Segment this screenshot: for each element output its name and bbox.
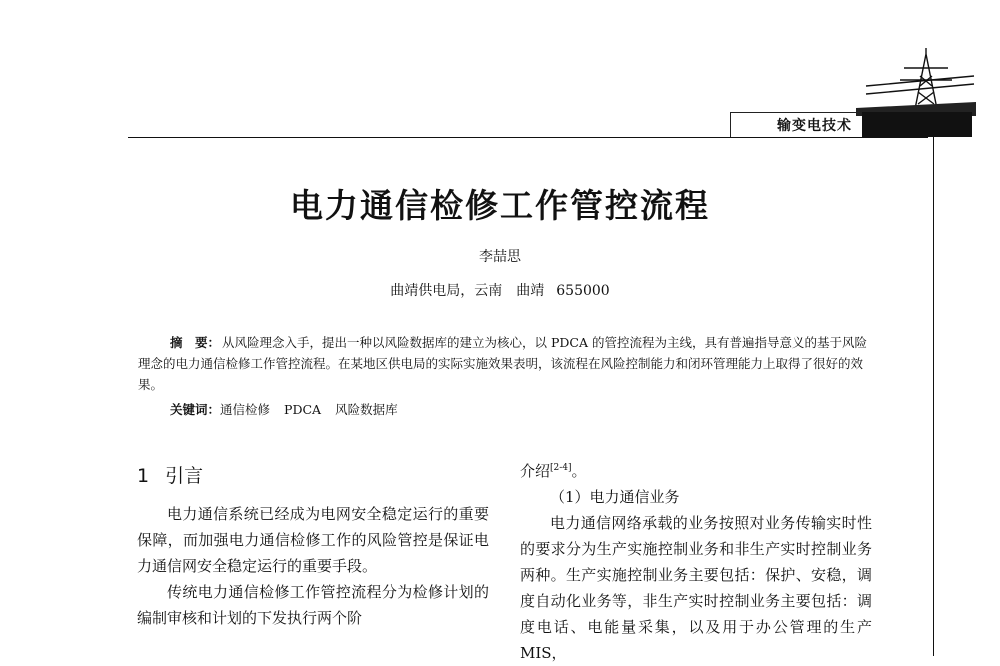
header-rule bbox=[128, 137, 928, 138]
abstract-label: 摘 要： bbox=[170, 335, 221, 350]
section-number: 1 bbox=[137, 465, 150, 487]
article-author: 李喆思 bbox=[479, 249, 521, 265]
paragraph: 传统电力通信检修工作管控流程分为检修计划的编制审核和计划的下发执行两个阶 bbox=[137, 583, 489, 627]
article-title: 电力通信检修工作管控流程 bbox=[290, 186, 710, 225]
abstract bbox=[138, 332, 878, 395]
subsection-heading: （1）电力通信业务 bbox=[550, 488, 680, 506]
abstract-text: 从风险理念入手，提出一种以风险数据库的建立为核心，以 PDCA 的管控流程为主线，具有普遍指导意义的基于风险理念的电力通信检修工作管控流程。在某地区供电局的实际实施效果表明，该流程在风险控制能力和闭环管理能力上取得了很好的效果。 bbox=[138, 335, 867, 392]
paragraph: 电力通信网络承载的业务按照对业务传输实时性的要求分为生产实施控制业务和非生产实时控制业务两种。生产实施控制业务主要包括：保护、安稳，调度自动化业务等，非生产实时控制业务主要包括：调度电话、电能量采集，以及用于办公管理的生产 MIS， bbox=[520, 514, 872, 662]
keywords bbox=[170, 400, 412, 418]
continued-text bbox=[520, 455, 872, 484]
continued-text-body: 介绍 bbox=[520, 462, 551, 480]
section-title: 引言 bbox=[165, 465, 204, 487]
affiliation-org: 曲靖供电局，云南 曲靖 bbox=[390, 283, 545, 299]
affiliation-zip: 655000 bbox=[556, 283, 610, 299]
paragraph: 电力通信系统已经成为电网安全稳定运行的重要保障，而加强电力通信检修工作的风险管控是保证电力通信网安全稳定运行的重要手段。 bbox=[137, 505, 489, 575]
article-affiliation bbox=[0, 280, 1000, 300]
citation-ref: [2-4] bbox=[550, 463, 572, 473]
keyword-item: PDCA bbox=[284, 402, 322, 417]
transmission-tower-logo bbox=[856, 46, 976, 116]
keyword-item: 通信检修 bbox=[220, 402, 271, 417]
keywords-label: 关键词： bbox=[170, 402, 221, 417]
continued-text-end: 。 bbox=[571, 462, 587, 480]
body-column-left bbox=[137, 455, 489, 631]
keyword-item: 风险数据库 bbox=[335, 402, 398, 417]
section-heading bbox=[137, 463, 489, 489]
header-black-block bbox=[862, 112, 972, 137]
section-tag bbox=[730, 112, 860, 137]
section-tag-label: 输变电技术 bbox=[777, 118, 852, 134]
body-column-right bbox=[520, 455, 872, 666]
